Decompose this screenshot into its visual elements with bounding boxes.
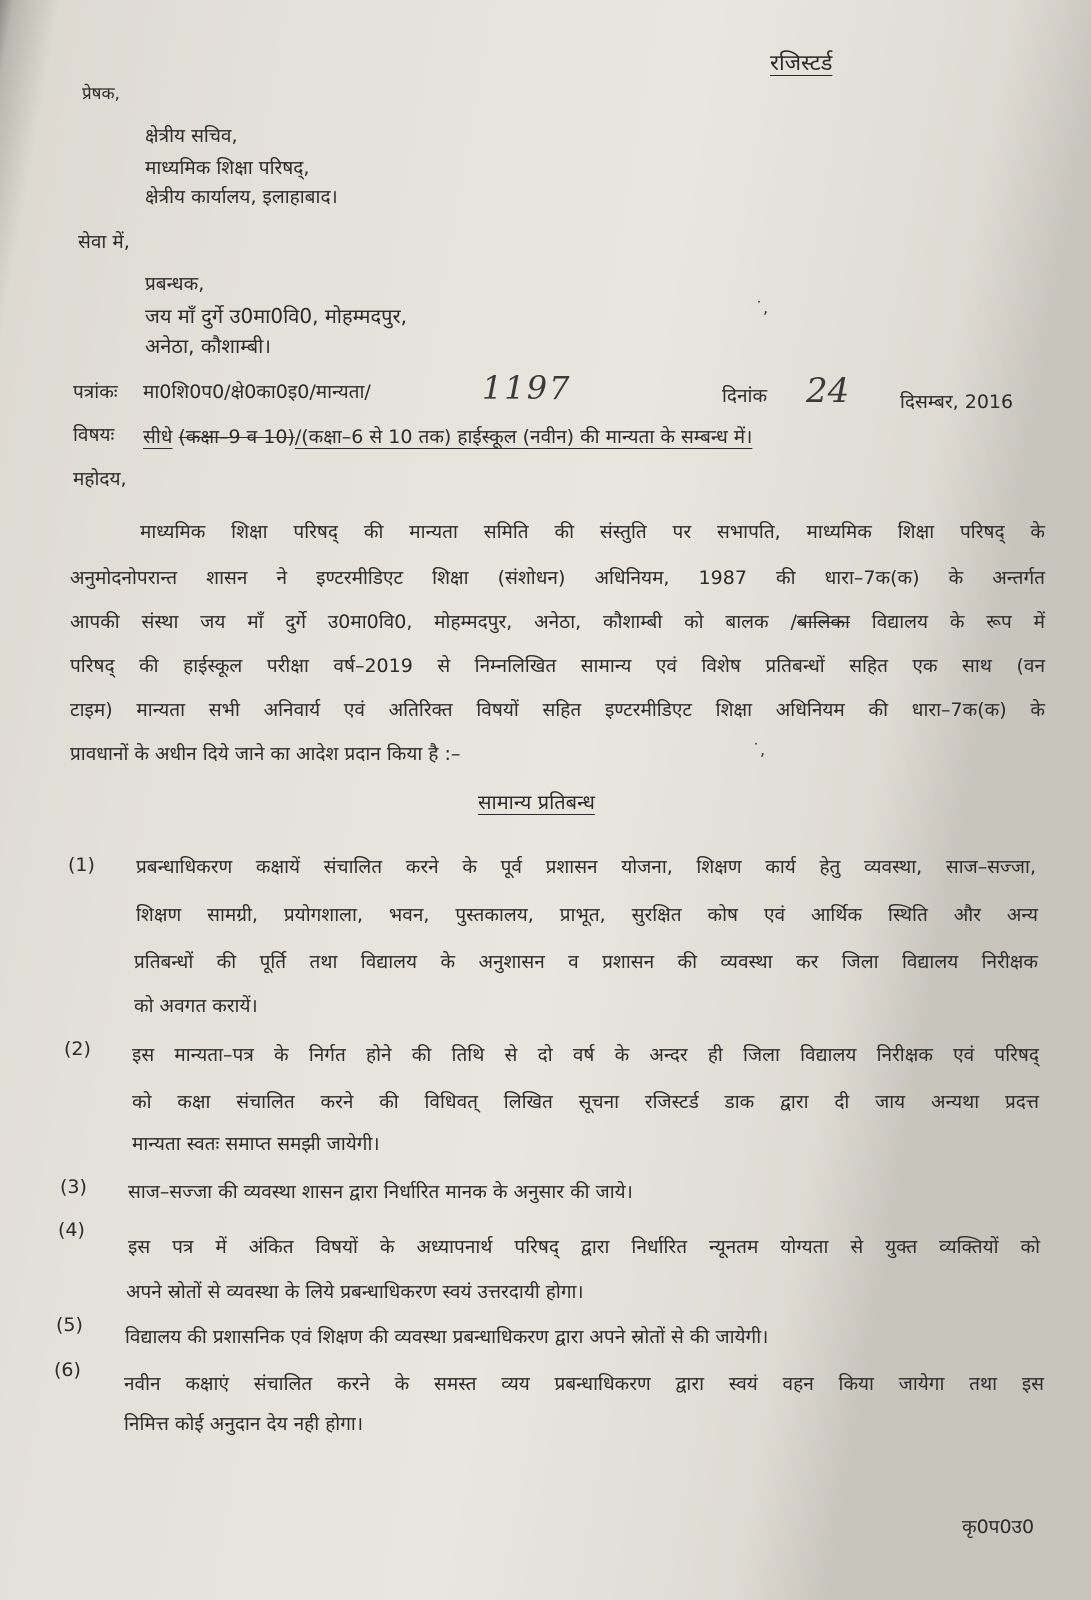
subject-part-2: /(कक्षा–6 से 10 तक) हाईस्कूल (नवीन) की मान्यता के सम्बन्ध में। xyxy=(294,426,753,448)
sender-line-3: क्षेत्रीय कार्यालय, इलाहाबाद। xyxy=(145,186,338,208)
subject-part-1: सीधे xyxy=(143,426,173,448)
condition-2-line-3: मान्यता स्वतः समाप्त समझी जायेगी। xyxy=(132,1133,380,1155)
condition-4-number: (4) xyxy=(58,1219,85,1241)
subject-label: विषयः xyxy=(73,424,115,446)
body-line-3a: आपकी संस्था जय माँ दुर्गे उ0मा0वि0, मोहम्मदपुर, अनेठा, कौशाम्बी को बालक / xyxy=(70,611,797,633)
body-line-6: प्रावधानों के अधीन दिये जाने का आदेश प्रदान किया है :– xyxy=(70,743,461,765)
page-turn-note: कृ0प0उ0 xyxy=(962,1516,1035,1538)
condition-5-number: (5) xyxy=(56,1314,83,1336)
condition-6-line-2: निमित्त कोई अनुदान देय नही होगा। xyxy=(124,1413,364,1435)
body-line-5: टाइम) मान्यता सभी अनिवार्य एवं अतिरिक्त विषयों सहित इण्टरमीडिएट शिक्षा अधिनियम की धारा–7क(क) के xyxy=(70,699,1045,721)
condition-6-line-1: नवीन कक्षाएं संचालित करने के समस्त व्यय प्रबन्धाधिकरण द्वारा स्वयं वहन किया जायेगा तथा इस xyxy=(124,1373,1044,1395)
date-day-handwritten: 24 xyxy=(806,371,850,411)
body-line-3 xyxy=(70,610,1045,634)
condition-2-line-2: को कक्षा संचालित करने की विधिवत् लिखित सूचना रजिस्टर्ड डाक द्वारा दी जाय अन्यथा प्रदत्त xyxy=(132,1091,1039,1113)
ref-text: मा0शि0प0/क्षे0का0इ0/मान्यता/ xyxy=(143,381,371,403)
condition-1-number: (1) xyxy=(68,854,95,876)
ref-label: पत्रांकः xyxy=(73,381,118,403)
condition-4-line-2: अपने स्रोतों से व्यवस्था के लिये प्रबन्धाधिकरण स्वयं उत्तरदायी होगा। xyxy=(126,1281,584,1303)
condition-1-line-1: प्रबन्धाधिकरण कक्षायें संचालित करने के पूर्व प्रशासन योजना, शिक्षण कार्य हेतु व्यवस्था, साज–सज्जा, xyxy=(136,856,1036,878)
subject-text xyxy=(143,425,752,449)
body-line-3-struck: बालिका xyxy=(796,611,850,633)
salutation: महोदय, xyxy=(73,468,127,490)
sender-line-1: क्षेत्रीय सचिव, xyxy=(145,125,238,147)
sender-line-2: माध्यमिक शिक्षा परिषद्, xyxy=(145,157,310,179)
condition-1-line-3: प्रतिबन्धों की पूर्ति तथा विद्यालय के अनुशासन व प्रशासन की व्यवस्था कर जिला विद्यालय निरीक्षक xyxy=(134,951,1038,973)
condition-1-line-4: को अवगत करायें। xyxy=(134,995,258,1017)
condition-2-line-1: इस मान्यता–पत्र के निर्गत होने की तिथि से दो वर्ष के अन्दर ही जिला विद्यालय निरीक्षक एवं परिषद् xyxy=(132,1044,1039,1066)
sender-label: प्रेषक, xyxy=(82,84,120,104)
date-month-year: दिसम्बर, 2016 xyxy=(900,391,1014,413)
date-label: दिनांक xyxy=(722,385,768,407)
body-line-4: परिषद् की हाईस्कूल परीक्षा वर्ष–2019 से निम्नलिखित सामान्य एवं विशेष प्रतिबन्धों सहित एक साथ (वन xyxy=(70,655,1045,677)
recipient-line-3: अनेठा, कौशाम्बी। xyxy=(145,334,271,358)
condition-3-number: (3) xyxy=(60,1176,87,1198)
section-heading: सामान्य प्रतिबन्ध xyxy=(478,790,595,814)
recipient-label: सेवा में, xyxy=(78,231,130,253)
registered-mark: रजिस्टर्ड xyxy=(770,51,833,76)
condition-3-line-1: साज–सज्जा की व्यवस्था शासन द्वारा निर्धारित मानक के अनुसार की जाये। xyxy=(128,1181,633,1203)
condition-5-line-1: विद्यालय की प्रशासनिक एवं शिक्षण की व्यवस्था प्रबन्धाधिकरण द्वारा अपने स्रोतों से की जायेगी। xyxy=(125,1326,769,1348)
body-line-2: अनुमोदनोपरान्त शासन ने इण्टरमीडिएट शिक्षा (संशोधन) अधिनियम, 1987 की धारा–7क(क) के अन्तर्गत xyxy=(70,567,1045,589)
ref-number-handwritten: 1197 xyxy=(482,369,572,407)
condition-1-line-2: शिक्षण सामग्री, प्रयोगशाला, भवन, पुस्तकालय, प्राभूत, सुरक्षित कोष एवं आर्थिक स्थिति और अन्य xyxy=(136,904,1038,926)
body-line-3b: विद्यालय के रूप में xyxy=(849,611,1046,633)
condition-4-line-1: इस पत्र में अंकित विषयों के अध्यापनार्थ परिषद् द्वारा निर्धारित न्यूनतम योग्यता से युक्त व्यक्तियों को xyxy=(128,1236,1040,1258)
stray-mark-2: ˙, xyxy=(752,740,766,759)
recipient-line-1: प्रबन्धक, xyxy=(145,273,205,295)
subject-struck: (कक्षा–9 व 10) xyxy=(178,426,295,448)
condition-2-number: (2) xyxy=(64,1038,91,1060)
body-line-1: माध्यमिक शिक्षा परिषद् की मान्यता समिति की संस्तुति पर सभापति, माध्यमिक शिक्षा परिषद् के xyxy=(140,521,1045,543)
condition-6-number: (6) xyxy=(54,1359,81,1381)
recipient-line-2: जय माँ दुर्गे उ0मा0वि0, मोहम्मदपुर, xyxy=(145,304,408,328)
stray-mark: ˙, xyxy=(755,298,769,317)
